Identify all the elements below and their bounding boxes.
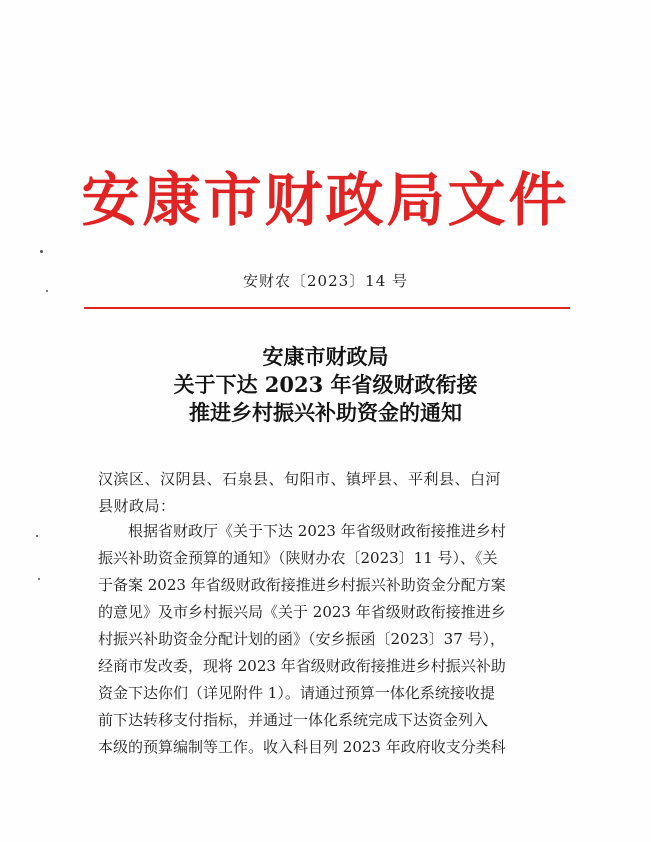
body-line: 根据省财政厅《关于下达 2023 年省级财政衔接推进乡村 [128, 522, 506, 540]
body-line: 的意见》及市乡村振兴局《关于 2023 年省级财政衔接推进乡 [98, 603, 506, 621]
scan-speck [40, 250, 43, 253]
addressee-line: 县财政局： [98, 497, 176, 515]
document-header-title: 安康市财政局文件 [81, 166, 570, 234]
addressee-line: 汉滨区、汉阴县、石泉县、旬阳市、镇坪县、平利县、白河 [98, 470, 502, 488]
scan-speck [46, 290, 48, 292]
body-line: 本级的预算编制等工作。收入科目列 2023 年政府收支分类科 [98, 738, 506, 756]
scan-speck [38, 578, 40, 580]
notice-title-line: 推进乡村振兴补助资金的通知 [189, 400, 462, 425]
addressee-block [98, 466, 568, 520]
notice-title-line: 关于下达 2023 年省级财政衔接 [173, 372, 478, 397]
body-paragraph [98, 518, 568, 761]
notice-title-line: 安康市财政局 [262, 344, 389, 369]
scan-speck [36, 535, 38, 537]
body-line: 村振兴补助资金分配计划的函》（安乡振函〔2023〕37 号）， [98, 630, 506, 648]
notice-title [0, 343, 651, 427]
body-line: 于备案 2023 年省级财政衔接推进乡村振兴补助资金分配方案 [98, 576, 506, 594]
document-number: 安财农〔2023〕14 号 [242, 272, 409, 290]
body-line: 振兴补助资金预算的通知》（陕财办农〔2023〕11 号）、《关 [98, 549, 498, 567]
body-line: 前下达转移支付指标，并通过一体化系统完成下达资金列入 [98, 711, 489, 729]
body-line: 经商市发改委，现将 2023 年省级财政衔接推进乡村振兴补助 [98, 657, 506, 675]
body-line: 资金下达你们（详见附件 1）。请通过预算一体化系统接收提 [98, 684, 495, 702]
red-divider-line [84, 307, 570, 309]
